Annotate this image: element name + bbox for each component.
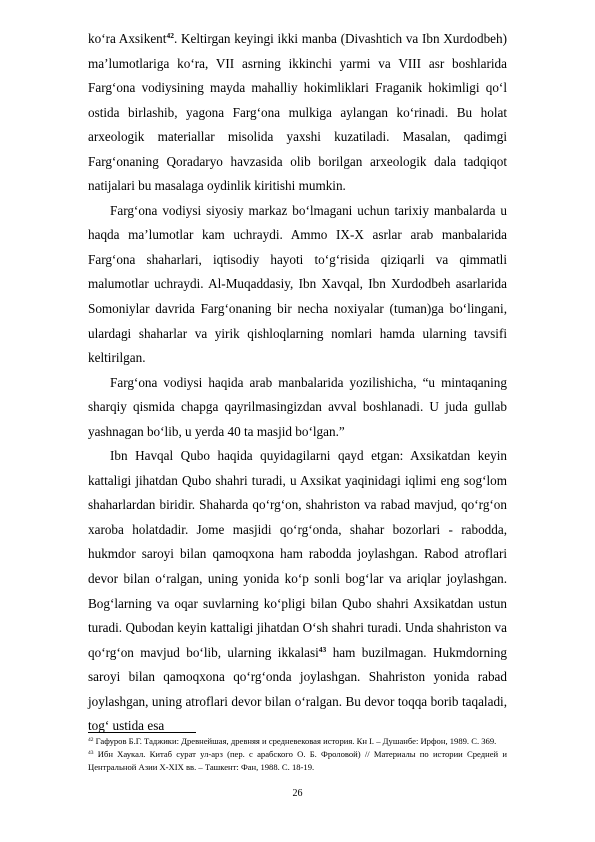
footnote-number: 43 xyxy=(88,750,94,757)
paragraph-3: Farg‘ona vodiysi haqida arab manbalarida yozilishicha, “u mintaqaning sharqiy qismida chapga qayrilmasingizdan avval boshlanadi. U juda gullab yashnagan bo‘lib, u yerda 40 ta masjid bo‘lgan.” xyxy=(88,374,507,439)
page-number: 26 xyxy=(292,788,303,799)
footnote-text: Гафуров Б.Г. Таджики: Древнейшая, древняя и средневековая история. Кн I. – Душанбе: Ирфон, 1989. С. 369. xyxy=(93,736,497,746)
footnotes xyxy=(88,735,507,774)
body-text xyxy=(88,27,507,739)
footnote-ref-42[interactable]: 42 xyxy=(166,31,174,40)
footnote-text: Ибн Хаукал. Китаб сурат ул-арз (пер. с арабского О. Б. Фроловой) // Материалы по истории Средней и Центральной Азии X-XIX вв. – Ташкент: Фан, 1988. С. 18-19. xyxy=(88,749,507,773)
footnote-number: 42 xyxy=(88,737,94,743)
paragraph-1-text-start: ko‘ra Axsikent xyxy=(88,31,167,46)
footnote-43 xyxy=(88,748,507,774)
footnote-separator xyxy=(88,732,196,733)
paragraph-2: Farg‘ona vodiysi siyosiy markaz bo‘lmagani uchun tarixiy manbalarda u haqda ma’lumotlar kam uchraydi. Ammo IX-X asrlar arab manbalarida Farg‘ona shaharlari, iqtisodiy hayoti to‘g‘risida qiziqarli va qimmatli malumotlar uchraydi. Al-Muqaddasiy, Ibn Xavqal, Ibn Xurdodbeh asarlarida Somoniylar davrida Farg‘onaning bir necha noxiyalar (tuman)ga bo‘lingani, ulardagi shaharlar va yirik qishloqlarning nomlari hamda ularning tavsifi keltirilgan. xyxy=(88,202,507,366)
paragraph-1 xyxy=(88,27,507,199)
paragraph-4 xyxy=(88,444,507,739)
paragraph-4-text-end: ham buzilmagan. Hukmdorning saroyi bilan qamoqxona qo‘rg‘onda joylashgan. Shahriston yonida rabad joylashgan, uning atroflari devor bilan o‘ralgan. Bu devor toqqa borib taqaladi, tog‘ ustida esa xyxy=(88,644,507,734)
paragraph-1-text-end: . Keltirgan keyingi ikki manba (Divashtich va Ibn Xurdodbeh) ma’lumotlariga ko‘ra, VII asrning ikkinchi yarmi va VIII asr boshlarida Farg‘ona vodiysining mayda mahalliy hokimliklari Fraganik hokimligi qo‘l ostida birlashib, yagona Farg‘ona mulkiga aylangan ko‘rinadi. Bu holat arxeologik materiallar misolida yaxshi kuzatiladi. Masalan, qadimgi Farg‘onaning Qoradaryo havzasida olib borilgan arxeologik dala tadqiqot natijalari bu masalaga oydinlik kiritishi mumkin. xyxy=(88,31,508,194)
paragraph-4-text-start: Ibn Havqal Qubo haqida quyidagilarni qayd etgan: Axsikatdan keyin kattaligi jihatdan Qubo shahri turadi, u Axsikat yaqinidagi iqlimi eng sog‘lom shaharlardan biridir. Shaharda qo‘rg‘on, shahriston va rabad mavjud, qo‘rg‘on xaroba holatdadir. Jome masjidi qo‘rg‘onda, shahar bozorlari - rabodda, hukmdor saroyi bilan qamoqxona ham rabodda joylashgan. Rabod atroflari devor bilan o‘ralgan, uning yonida ko‘p sonli bog‘lar va ariqlar joylashgan. Bog‘larning va oqar suvlarning ko‘pligi bilan Qubo shahri Axsikatdan ustun turadi. Qubodan keyin kattaligi jihatdan O‘sh shahri turadi. Unda shahriston va qo‘rg‘on mavjud bo‘lib, ularning ikkalasi xyxy=(88,448,507,660)
footnote-ref-43[interactable]: 43 xyxy=(318,644,327,654)
footnote-42 xyxy=(88,735,507,748)
